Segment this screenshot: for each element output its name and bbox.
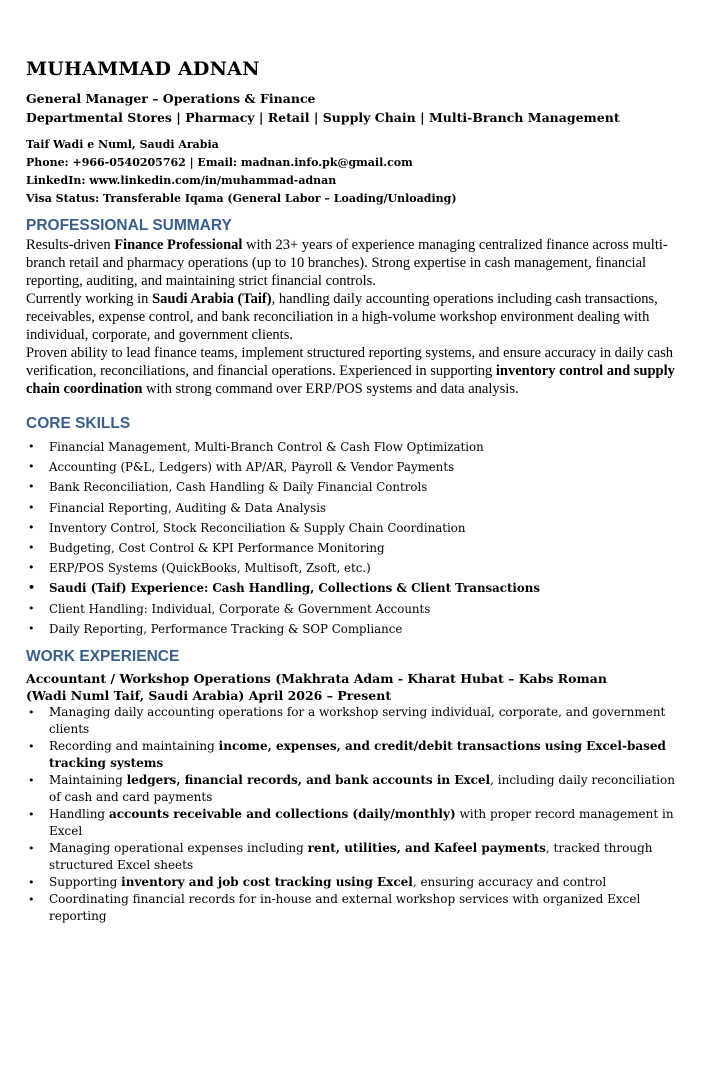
- location-line: Taif Wadi e Numl, Saudi Arabia: [26, 138, 219, 151]
- summary-p2-bold: Saudi Arabia (Taif): [152, 291, 272, 307]
- skills-section: [26, 415, 690, 639]
- summary-p1-bold: Finance Professional: [114, 237, 243, 253]
- duty-bold-text: income, expenses, and credit/debit transactions using Excel-based tracking systems: [49, 739, 666, 771]
- duty-bold-text: ledgers, financial records, and bank accounts in Excel: [126, 773, 491, 788]
- skill-text: Daily Reporting, Performance Tracking & SOP Compliance: [49, 621, 403, 636]
- phone-email-line: Phone: +966-0540205762 | Email: madnan.info.pk@gmail.com: [26, 156, 413, 169]
- list-item: [26, 457, 690, 477]
- summary-p3-text-c: with strong command over ERP/POS systems and data analysis.: [142, 381, 519, 397]
- summary-p2-text-c: , handling daily accounting operations including cash transactions, receivables, expense control, and bank reconciliation in a high-volume workshop environment dealing with individual, corporate, and government clients.: [26, 291, 658, 343]
- bullet-icon: •: [28, 520, 35, 534]
- list-item: [26, 704, 690, 738]
- list-item: [26, 840, 690, 874]
- list-item: [26, 498, 690, 518]
- duty-text: Supporting: [49, 875, 122, 890]
- list-item: [26, 738, 690, 772]
- bullet-icon: •: [28, 706, 35, 720]
- duty-text: Handling: [49, 807, 109, 822]
- skill-text: Saudi (Taif) Experience: Cash Handling, Collections & Client Transactions: [49, 581, 541, 596]
- skills-list: [26, 437, 690, 639]
- summary-heading: PROFESSIONAL SUMMARY: [26, 217, 232, 234]
- bullet-icon: •: [28, 581, 36, 595]
- bullet-icon: •: [28, 561, 35, 575]
- list-item: [26, 806, 690, 840]
- skills-heading: CORE SKILLS: [26, 415, 131, 432]
- bullet-icon: •: [28, 876, 35, 890]
- bullet-icon: •: [28, 500, 35, 514]
- skill-text: Client Handling: Individual, Corporate & Government Accounts: [49, 601, 431, 616]
- list-item: [26, 437, 690, 457]
- list-item: [26, 518, 690, 538]
- bullet-icon: •: [28, 480, 35, 494]
- list-item: [26, 538, 690, 558]
- duty-text: Managing operational expenses including: [49, 841, 308, 856]
- linkedin-line: LinkedIn: www.linkedin.com/in/muhammad-adnan: [26, 174, 337, 187]
- skill-text: Financial Management, Multi-Branch Control & Cash Flow Optimization: [49, 440, 484, 454]
- duty-text-end: , ensuring accuracy and control: [412, 875, 607, 890]
- bullet-icon: •: [28, 808, 35, 822]
- duty-text: Coordinating financial records for in-house and external workshop services with organized Excel reporting: [49, 892, 641, 924]
- list-item: [26, 891, 690, 925]
- summary-paragraph-3: [26, 344, 690, 398]
- skill-text: Accounting (P&L, Ledgers) with AP/AR, Payroll & Vendor Payments: [49, 460, 455, 475]
- bullet-icon: •: [28, 893, 35, 907]
- bullet-icon: •: [28, 460, 35, 474]
- summary-p3-text-a: Proven ability to lead finance teams, implement structured reporting systems, and ensure accuracy in daily cash verification, reconciliations, and financial operations. Experienced in supporting: [26, 345, 674, 379]
- list-item: [26, 599, 690, 619]
- summary-p1-text-a: Results-driven: [26, 237, 115, 253]
- job-title-line-1: Accountant / Workshop Operations (Makhrata Adam - Kharat Hubat – Kabs Roman: [26, 671, 607, 687]
- duty-bold-text: accounts receivable and collections (daily/monthly): [108, 807, 456, 822]
- bullet-icon: •: [28, 774, 35, 788]
- skill-text: Financial Reporting, Auditing & Data Analysis: [49, 500, 327, 515]
- summary-paragraph-2: [26, 290, 690, 344]
- duty-text: Recording and maintaining: [49, 739, 219, 754]
- bullet-icon: •: [28, 541, 35, 555]
- visa-status-line: Visa Status: Transferable Iqama (General Labor – Loading/Unloading): [26, 192, 457, 205]
- work-section: [26, 648, 690, 925]
- summary-p1-text-c: with 23+ years of experience managing centralized finance across multi-branch retail and pharmacy operations (up to 10 branches). Strong expertise in cash management, financial reporting, auditing, and maintaining strict financial controls.: [26, 237, 668, 289]
- list-item: [26, 578, 690, 598]
- skill-text: ERP/POS Systems (QuickBooks, Multisoft, Zsoft, etc.): [49, 561, 371, 576]
- bullet-icon: •: [28, 842, 35, 856]
- candidate-name: MUHAMMAD ADNAN: [26, 58, 260, 80]
- bullet-icon: •: [28, 601, 35, 615]
- duties-list: [26, 704, 690, 925]
- duty-text-end: , tracked through structured Excel sheets: [49, 841, 653, 873]
- work-heading: WORK EXPERIENCE: [26, 648, 180, 666]
- list-item: [26, 772, 690, 806]
- duty-text: Managing daily accounting operations for a workshop serving individual, corporate, and government clients: [49, 705, 666, 737]
- bullet-icon: •: [28, 740, 35, 754]
- skill-text: Bank Reconciliation, Cash Handling & Daily Financial Controls: [49, 480, 428, 495]
- summary-p2-text-a: Currently working in: [26, 291, 153, 307]
- skill-text: Budgeting, Cost Control & KPI Performance Monitoring: [49, 541, 385, 556]
- list-item: [26, 619, 690, 639]
- summary-paragraph-1: [26, 236, 690, 290]
- list-item: [26, 477, 690, 497]
- bullet-icon: •: [28, 621, 35, 635]
- bullet-icon: •: [28, 440, 35, 453]
- duty-bold-text: rent, utilities, and Kafeel payments: [307, 841, 546, 856]
- job-title-line-2: (Wadi Numl Taif, Saudi Arabia) April 2026 – Present: [26, 688, 392, 704]
- sectors-line: Departmental Stores | Pharmacy | Retail | Supply Chain | Multi-Branch Management: [26, 110, 620, 125]
- duty-text-end: , including daily reconciliation of cash and card payments: [49, 773, 675, 805]
- skill-text: Inventory Control, Stock Reconciliation & Supply Chain Coordination: [49, 520, 466, 535]
- summary-p3-bold: inventory control and supply chain coordination: [26, 363, 675, 397]
- duty-text: Maintaining: [49, 773, 127, 788]
- list-item: [26, 558, 690, 578]
- resume-header: [26, 58, 690, 127]
- duty-bold-text: inventory and job cost tracking using Excel: [121, 875, 413, 890]
- resume-page: [26, 58, 690, 925]
- contact-block: [26, 136, 690, 208]
- duty-text-end: with proper record management in Excel: [49, 807, 674, 839]
- job-title-line: General Manager – Operations & Finance: [26, 91, 316, 106]
- summary-section: [26, 217, 690, 398]
- list-item: [26, 874, 690, 891]
